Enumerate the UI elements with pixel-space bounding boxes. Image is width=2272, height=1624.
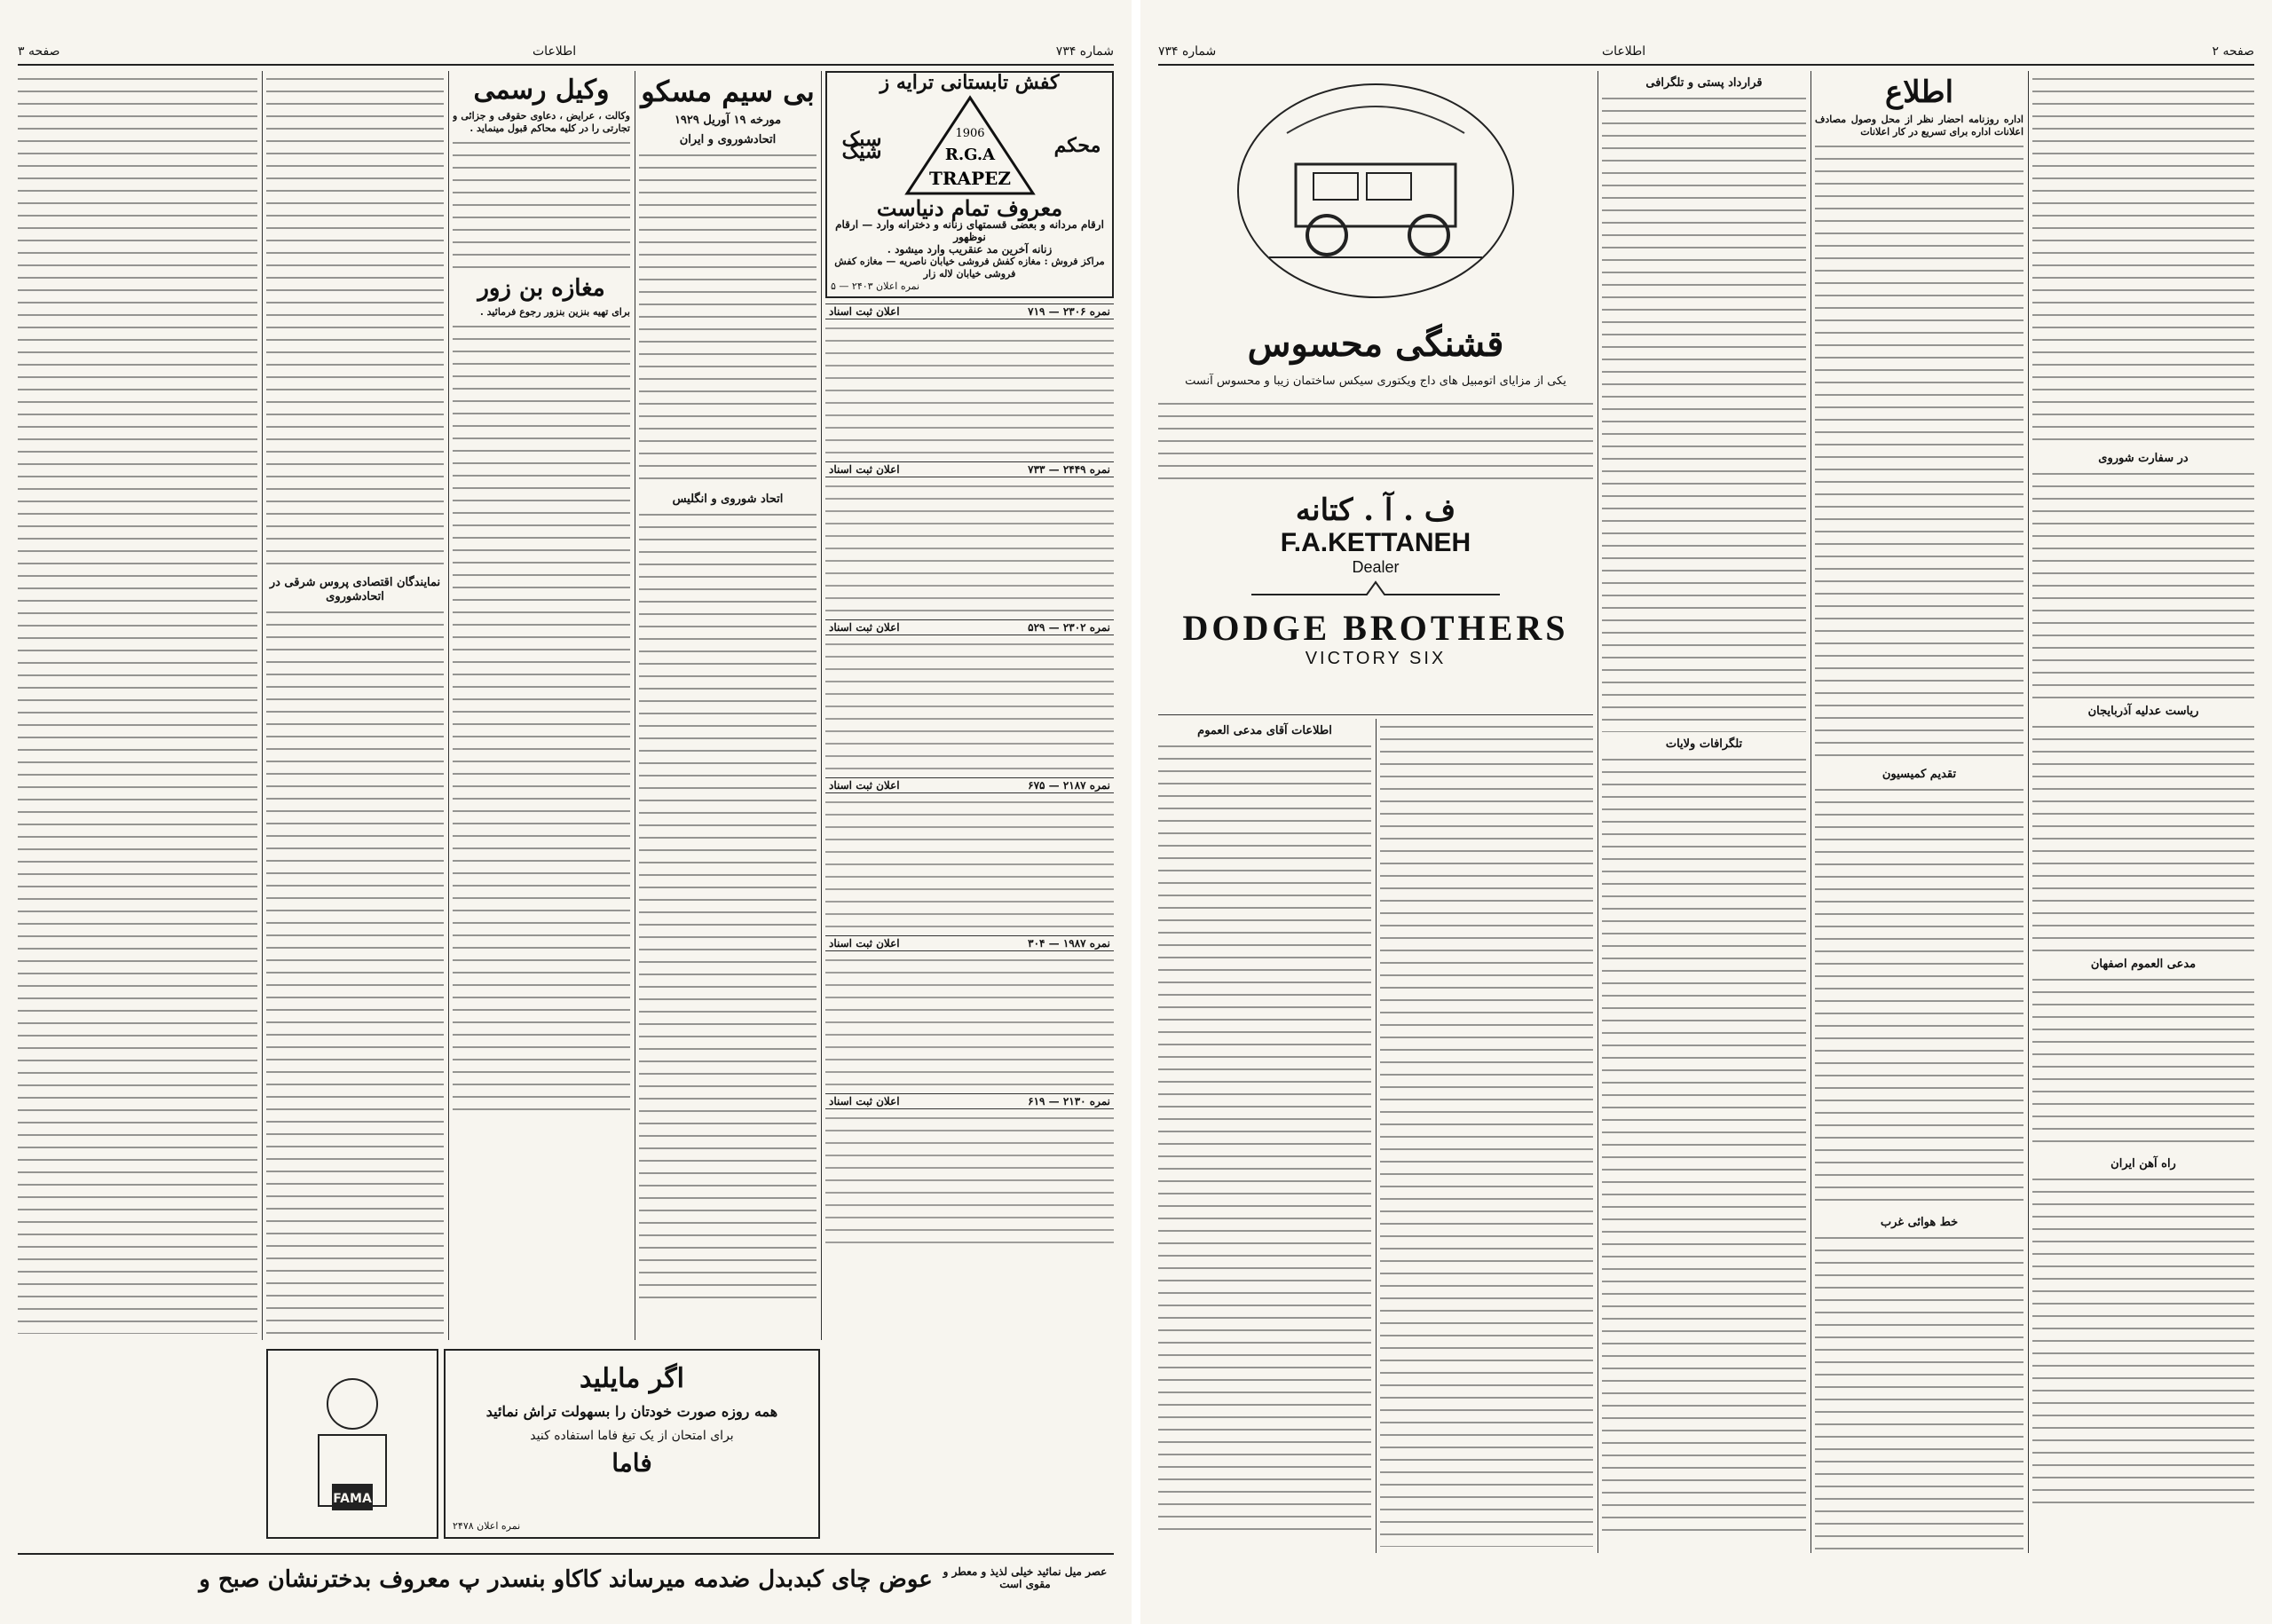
body-text — [2032, 469, 2254, 699]
trapez-year: 1906 — [954, 127, 985, 140]
razor-ad-brand-line: برای امتحان از یک تیغ فاما استفاده کنید — [530, 1429, 734, 1443]
notice-header — [825, 777, 1114, 793]
benzine-shop-body: برای تهیه بنزین بنزور رجوع فرمائید . — [480, 306, 630, 318]
isfahan-prosecutor-heading: مدعی العموم اصفهان — [2090, 958, 2197, 971]
column-divider — [821, 71, 822, 1340]
right-issue-number: شماره ۷۳۴ — [1158, 44, 1217, 59]
moscow-section-england: اتحاد شوروی و انگلیس — [672, 493, 784, 506]
body-text — [1815, 141, 2024, 762]
column-divider — [1810, 71, 1811, 1553]
shoe-advertisement — [825, 71, 1114, 298]
razor-ad-title: اگر مایلید — [580, 1363, 684, 1394]
notice-header — [825, 619, 1114, 635]
body-text — [825, 323, 1114, 458]
notice-label: اعلان ثبت اسناد — [829, 1095, 900, 1108]
body-text — [825, 955, 1114, 1090]
right-newspaper-name: اطلاعات — [1602, 44, 1646, 59]
iran-railway-heading: راه آهن ایران — [2110, 1157, 2176, 1171]
cocoa-banner-text: عوض چای کبدبدل ضدمه میرساند کاکاو بنسدر پ معروف بدخترنشان صبح و — [199, 1566, 933, 1593]
dodge-emblem — [1242, 577, 1509, 603]
body-text — [266, 607, 444, 1335]
notice-header — [825, 304, 1114, 319]
body-text — [639, 150, 816, 487]
registration-notices — [825, 304, 1114, 1248]
trapez-logo — [903, 92, 1037, 199]
dealer-role: Dealer — [1352, 558, 1400, 576]
moscow-subtitle: اتحادشوروی و ایران — [679, 133, 777, 146]
body-text — [639, 509, 816, 1308]
car-illustration — [1234, 80, 1518, 302]
registration-notice — [825, 1093, 1114, 1248]
shoe-ad-line3: مراکز فروش : مغازه کفش فروشی خیابان ناصریه — مغازه کفش فروشی خیابان لاله زار — [834, 256, 1105, 280]
lawyer-column — [453, 71, 630, 1340]
notice-label: اعلان ثبت اسناد — [829, 621, 900, 634]
body-text — [453, 138, 630, 271]
azerbaijan-justice-heading: ریاست عدلیه آذربایجان — [2087, 705, 2199, 718]
lawyer-title: وکیل رسمی — [473, 75, 610, 106]
fama-blade-box — [266, 1349, 438, 1539]
notice-label: اعلان ثبت اسناد — [829, 937, 900, 950]
moscow-news-column — [639, 71, 816, 1340]
body-text — [1602, 93, 1806, 732]
column-divider — [1376, 719, 1377, 1553]
body-text — [825, 481, 1114, 616]
notice-number: نمره ۲۳۰۲ — ۵۲۹ — [1028, 621, 1110, 634]
fama-brand-en: FAMA — [333, 1492, 372, 1506]
ettela-title: اطلاع — [1884, 75, 1954, 110]
notice-number: نمره ۱۹۸۷ — ۳۰۴ — [1028, 937, 1110, 950]
prosecutor-statement-heading: اطلاعات آقای مدعی العموم — [1197, 724, 1332, 737]
car-ad-title: قشنگی محسوس — [1247, 323, 1504, 365]
shoe-ad-top: کفش تابستانی ترایه ز — [880, 71, 1060, 94]
body-text — [1602, 754, 1806, 1535]
cocoa-banner-side: عصر میل نمائید خیلی لذیذ و معطر و مقوی است — [943, 1565, 1108, 1590]
lawyer-body: وکالت ، عرایض ، دعاوی حقوقی و جزائی و تجارتی را در کلیه محاکم قبول مینماید . — [453, 110, 630, 134]
moscow-dateline: مورخه ۱۹ آوریل ۱۹۲۹ — [674, 114, 782, 127]
page-gutter — [1132, 0, 1140, 1624]
right-newspaper-page — [1140, 0, 2272, 1624]
misc-news-column — [18, 71, 257, 1340]
razor-ad-brand: فاما — [611, 1448, 652, 1478]
left-newspaper-page — [0, 0, 1132, 1624]
dodge-brand: DODGE BROTHERS — [1182, 608, 1569, 648]
dodge-model: VICTORY SIX — [1305, 649, 1447, 668]
body-text — [1158, 398, 1593, 487]
shoe-ad-line2: زنانه آخرین مد عنقریب وارد میشود . — [887, 243, 1053, 256]
left-issue-number: شماره ۷۳۴ — [1055, 44, 1114, 59]
registration-notice — [825, 777, 1114, 932]
notice-header — [825, 461, 1114, 477]
shoe-ad-tagline: معروف تمام دنیاست — [876, 195, 1063, 221]
registration-notice — [825, 461, 1114, 616]
registration-notice — [825, 935, 1114, 1090]
right-column-2 — [1815, 71, 2024, 1553]
right-masthead — [1158, 44, 2254, 66]
notice-header — [825, 1093, 1114, 1109]
right-column-3 — [1602, 71, 1806, 1553]
dodge-car-advertisement — [1158, 71, 1593, 710]
body-text — [1380, 721, 1593, 1547]
shoe-ad-right-word: محکم — [1053, 134, 1101, 157]
province-telegrams-heading: تلگرافات ولایات — [1665, 737, 1743, 751]
notice-header — [825, 935, 1114, 951]
body-text — [825, 797, 1114, 932]
razor-advertisement — [444, 1349, 820, 1539]
body-text — [1158, 741, 1371, 1540]
cocoa-banner-ad — [18, 1553, 1114, 1608]
notice-number: نمره ۲۴۴۹ — ۷۳۳ — [1028, 463, 1110, 476]
body-text — [2032, 1174, 2254, 1511]
razor-ad-body: همه روزه صورت خودتان را بسهولت تراش نمائید — [485, 1403, 778, 1420]
notice-label: اعلان ثبت اسناد — [829, 779, 900, 792]
razor-man-illustration — [270, 1351, 435, 1533]
trapez-initials: R.G.A — [944, 146, 995, 164]
dealer-name-persian: ف . آ . کتانه — [1295, 493, 1456, 528]
body-text — [2032, 721, 2254, 952]
shoe-ad-line1: ارقام مردانه و بعضی قسمتهای زنانه و دخترانه وارد — ارقام نوظهور — [835, 218, 1104, 243]
notice-label: اعلان ثبت اسناد — [829, 463, 900, 476]
column-divider — [262, 71, 263, 1340]
notice-number: نمره ۲۳۰۶ — ۷۱۹ — [1028, 305, 1110, 318]
postal-agreement-heading: قرارداد پستی و تلگرافی — [1645, 76, 1763, 90]
moscow-section-prussia: نمایندگان اقتصادی پروس شرقی در اتحادشوروی — [269, 576, 441, 603]
shoe-ad-number: نمره اعلان ۲۴۰۳ — ۵ — [831, 280, 920, 292]
moscow-title: بی سیم مسکو — [641, 75, 815, 108]
body-text — [1815, 784, 2024, 1210]
body-text — [2032, 74, 2254, 446]
notices-column — [825, 71, 1114, 1340]
commission-heading: تقدیم کمیسیون — [1882, 768, 1957, 781]
razor-ad-number: نمره اعلان ۲۴۷۸ — [453, 1520, 521, 1532]
soviet-embassy-heading: در سفارت شوروی — [2098, 452, 2189, 465]
column-divider — [2028, 71, 2029, 1553]
body-text — [266, 74, 444, 571]
western-airline-heading: خط هوائی غرب — [1880, 1216, 1959, 1229]
shoe-ad-left-word: سبک شیک — [841, 128, 882, 163]
body-text — [2032, 974, 2254, 1152]
body-text — [18, 74, 257, 1334]
left-masthead — [18, 44, 1114, 66]
body-text — [825, 1113, 1114, 1248]
body-text — [1815, 1233, 2024, 1552]
notice-label: اعلان ثبت اسناد — [829, 305, 900, 318]
body-text — [453, 321, 630, 1120]
right-column-1 — [2032, 71, 2254, 1553]
trapez-brand: TRAPEZ — [928, 168, 1011, 189]
right-page-label: صفحه ۲ — [2212, 44, 2254, 59]
left-page-label: صفحه ۳ — [18, 44, 60, 59]
ettela-body: اداره روزنامه احضار نظر از محل وصول مصادف اعلانات اداره برای تسریع در کار اعلانات — [1815, 114, 2024, 138]
right-column-5 — [1158, 719, 1371, 1553]
notice-number: نمره ۲۱۸۷ — ۶۷۵ — [1028, 779, 1110, 792]
right-column-4 — [1380, 719, 1593, 1553]
notice-number: نمره ۲۱۳۰ — ۶۱۹ — [1028, 1095, 1110, 1108]
left-newspaper-name: اطلاعات — [532, 44, 577, 59]
registration-notice — [825, 304, 1114, 458]
dealer-name-latin: F.A.KETTANEH — [1280, 528, 1471, 557]
car-ad-body: یکی از مزایای اتومبیل های داج ویکتوری سیکس ساختمان زیبا و محسوس آنست — [1185, 374, 1566, 388]
column-divider — [448, 71, 449, 1340]
horizontal-rule — [1158, 714, 1593, 715]
body-text — [825, 639, 1114, 774]
registration-notice — [825, 619, 1114, 774]
benzine-shop-title: مغازه بن زور — [477, 275, 605, 302]
moscow-news-continued — [266, 71, 444, 1340]
